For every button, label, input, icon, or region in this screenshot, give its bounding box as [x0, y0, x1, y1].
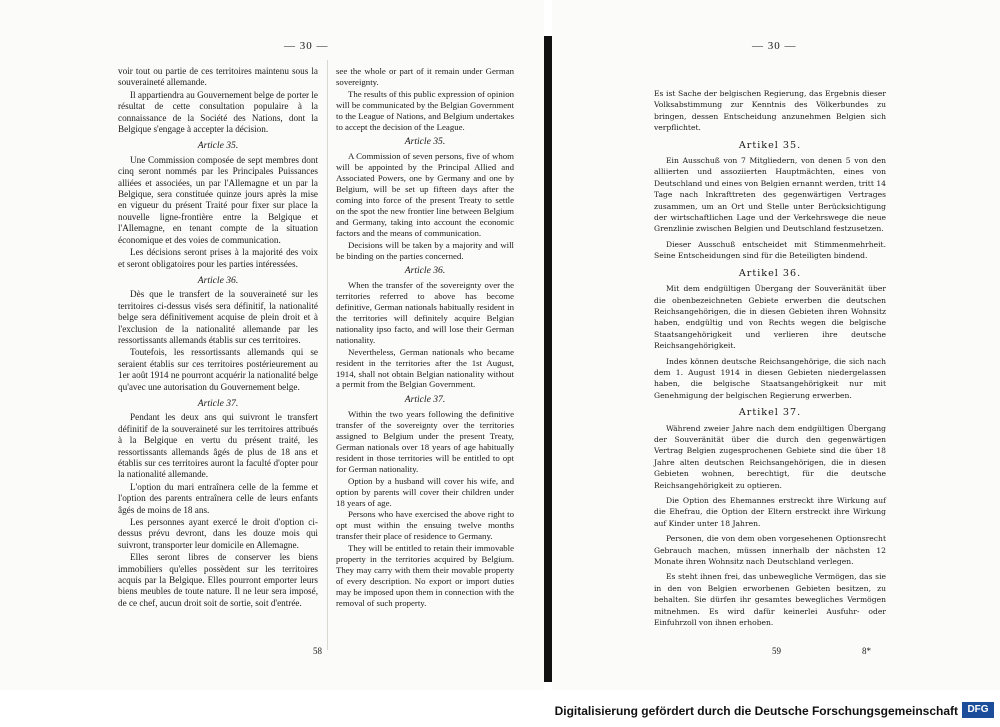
- right-page-header: — 30 —: [752, 40, 797, 52]
- digitization-banner: [0, 690, 1000, 727]
- right-page-footer-number: 59: [772, 646, 781, 656]
- column-divider: [327, 60, 328, 650]
- article-heading: Article 35.: [404, 136, 446, 148]
- right-page-footer-signature: 8*: [862, 646, 871, 656]
- intro-paragraph: Es ist Sache der belgischen Regierung, das Ergebnis dieser Volksabstimmung zur Kenntnis des Völkerbundes zu bringen, dessen Entscheidung anzunehmen Belgien sich verpflichtet.: [654, 89, 886, 133]
- french-column: [118, 66, 318, 610]
- intro-paragraph: Il appartiendra au Gouvernement belge de porter le résultat de cette consultation populaire à la connaissance de la Société des Nations, dont la Belgique s'engage à accepter la décision.: [118, 89, 319, 135]
- article-paragraph: Within the two years following the definitive transfer of the sovereignty over the territories assigned to Belgium under the present Treaty, German nationals over 18 years of age habitually resident in those territories will be entitled to opt for German nationality.: [336, 409, 514, 474]
- article-heading: Article 35.: [197, 140, 239, 152]
- article-paragraph: They will be entitled to retain their immovable property in the territories acquired by Belgium. They may carry with them their movable property of every description. No export or import duties may be imposed upon them in connection with the removal of such property.: [336, 543, 514, 608]
- article-heading: Article 37.: [197, 397, 239, 409]
- article-heading: Artikel 36.: [738, 267, 802, 279]
- book-gutter: [544, 36, 552, 682]
- article-paragraph: Pendant les deux ans qui suivront le transfert définitif de la souveraineté sur les territoires attribués à la Belgique en vertu du présent traité, les ressortissants allemands âgés de plus de 18 ans et établis sur ces territoires auront la faculté d'opter pour la nationalité allemande.: [118, 412, 318, 480]
- article-paragraph: Indes können deutsche Reichsangehörige, die sich nach dem 1. August 1914 in diesen Gebieten niedergelassen haben, die belgische Staatsangehörigkeit nur mit Genehmigung der belgischen Regierung erwerben.: [654, 356, 886, 400]
- article-heading: Article 37.: [404, 394, 446, 406]
- article-paragraph: Elles seront libres de conserver les biens immobiliers qu'elles possèdent sur les territoires acquis par la Belgique. Elles pourront emporter leurs biens meubles de toute nature. Il ne leur sera imposé, de ce chef, aucun droit soit de sortie, soit d'entrée.: [118, 552, 318, 608]
- article-paragraph: Die Option des Ehemannes erstreckt ihre Wirkung auf die Ehefrau, die Option der Eltern erstreckt ihre Wirkung auf Kinder unter 18 Jahren.: [654, 496, 886, 528]
- german-column: [654, 88, 886, 632]
- article-paragraph: When the transfer of the sovereignty over the territories referred to above has become definitive, German nationals habitually resident in the territories will definitely acquire Belgian nationality ipso facto, and will lose their German nationality.: [336, 280, 514, 345]
- article-paragraph: Une Commission composée de sept membres dont cinq seront nommés par les Principales Puissances alliées et associées, un par l'Allemagne et un par la Belgique, sera constituée quinze jours après la mise en vigueur du présent Traité pour fixer sur place la nouvelle ligne-frontière entre la Belgique et l'Allemagne, en tenant compte de la situation économique et des voies de communication.: [118, 154, 318, 245]
- article-paragraph: L'option du mari entraînera celle de la femme et l'option des parents entraînera celle de leurs enfants âgés de moins de 18 ans.: [118, 481, 318, 515]
- article-paragraph: Während zweier Jahre nach dem endgültigen Übergang der Souveränität über die durch den gegenwärtigen Vertrag Belgien zugesprochenen Gebiete sind die über 18 Jahre alten deutschen Reichsangehörigen, die in diesen Gebieten wohnen, berechtigt, für die deutsche Reichsangehörigkeit zu optieren.: [654, 423, 886, 490]
- article-paragraph: Toutefois, les ressortissants allemands qui se seraient établis sur ces territoires postérieurement au 1er août 1914 ne pourront acquérir la nationalité belge qu'avec une autorisation du Gouvernement belge.: [118, 347, 319, 392]
- article-heading: Artikel 35.: [738, 139, 802, 151]
- article-paragraph: Decisions will be taken by a majority and will be binding on the parties concerned.: [336, 239, 514, 261]
- article-paragraph: Nevertheless, German nationals who became resident in the territories after the 1st August, 1914, shall not obtain Belgian nationality without a permit from the Belgian Government.: [336, 346, 514, 390]
- left-page-footer: 58: [313, 646, 322, 656]
- article-paragraph: Dieser Ausschuß entscheidet mit Stimmenmehrheit. Seine Entscheidungen sind für die Beteiligten bindend.: [654, 239, 886, 261]
- article-paragraph: Mit dem endgültigen Übergang der Souveränität über die obenbezeichneten Gebiete erwerben die deutschen Reichsangehörigen, die in diesen Gebieten ihren Wohnsitz haben, endgültig und von Rechts wegen die belgische Staatsangehörigkeit und verlieren ihre deutsche Reichsangehörigkeit.: [654, 284, 886, 351]
- article-paragraph: Les personnes ayant exercé le droit d'option ci-dessus prévu devront, dans les douze mois qui suivront, transporter leur domicile en Allemagne.: [118, 517, 318, 550]
- article-paragraph: Es steht ihnen frei, das unbewegliche Vermögen, das sie in den von Belgien erworbenen Gebieten besitzen, zu behalten. Sie dürfen ihr gesamtes bewegliches Vermögen mitnehmen. Es wird dafür keinerlei Ausfuhr- oder Einfuhrzoll von ihnen erhoben.: [654, 572, 886, 628]
- article-heading: Artikel 37.: [738, 407, 802, 419]
- article-paragraph: A Commission of seven persons, five of whom will be appointed by the Principal Allied and Associated Powers, one by Germany and one by Belgium, will be set up fifteen days after the coming into force of the present Treaty to settle on the spot the new frontier line between Belgium and Germany, taking into account the economic factors and the means of communication.: [336, 151, 514, 238]
- left-page-header: — 30 —: [284, 40, 329, 52]
- article-paragraph: Les décisions seront prises à la majorité des voix et seront obligatoires pour les parties intéressées.: [118, 247, 318, 269]
- article-paragraph: Ein Ausschuß von 7 Mitgliedern, von denen 5 von den alliierten und assoziierten Hauptmächten, eines von Deutschland und eines von Belgien ernannt werden, tritt 14 Tage nach Inkrafttreten des gegenwärtigen Vertrages zusammen, um an Ort und Stelle unter Berücksichtigung der wirtschaftlichen Lage und der Verkehrswege die neue Grenzlinie zwischen Belgien und Deutschland festzusetzen.: [654, 156, 886, 234]
- article-heading: Article 36.: [404, 265, 446, 277]
- article-paragraph: Personen, die von dem oben vorgesehenen Optionsrecht Gebrauch machen, müssen innerhalb der nächsten 12 Monate ihren Wohnsitz nach Deutschland verlegen.: [654, 534, 886, 567]
- intro-paragraph: The results of this public expression of opinion will be communicated by the Belgian Government to the League of Nations, and Belgium undertakes to accept the decision of the League.: [336, 88, 514, 132]
- article-paragraph: Option by a husband will cover his wife, and option by parents will cover their children under 18 years of age.: [336, 475, 514, 508]
- intro-paragraph: see the whole or part of it remain under German sovereignty.: [336, 66, 514, 87]
- dfg-logo: DFG: [962, 702, 994, 718]
- intro-paragraph: voir tout ou partie de ces territoires maintenu sous la souveraineté allemande.: [118, 66, 318, 88]
- article-heading: Article 36.: [197, 274, 239, 286]
- english-column: [336, 66, 514, 610]
- banner-text: Digitalisierung gefördert durch die Deutsche Forschungsgemeinschaft: [554, 704, 958, 718]
- article-paragraph: Dès que le transfert de la souveraineté sur les territoires ci-dessus visés sera définitif, la nationalité belge sera définitivement acquise de plein droit et à l'exclusion de la nationalité allemande par les ressortissants allemands établis sur ces territoires.: [118, 289, 318, 345]
- article-paragraph: Persons who have exercised the above right to opt must within the ensuing twelve months transfer their place of residence to Germany.: [336, 509, 514, 542]
